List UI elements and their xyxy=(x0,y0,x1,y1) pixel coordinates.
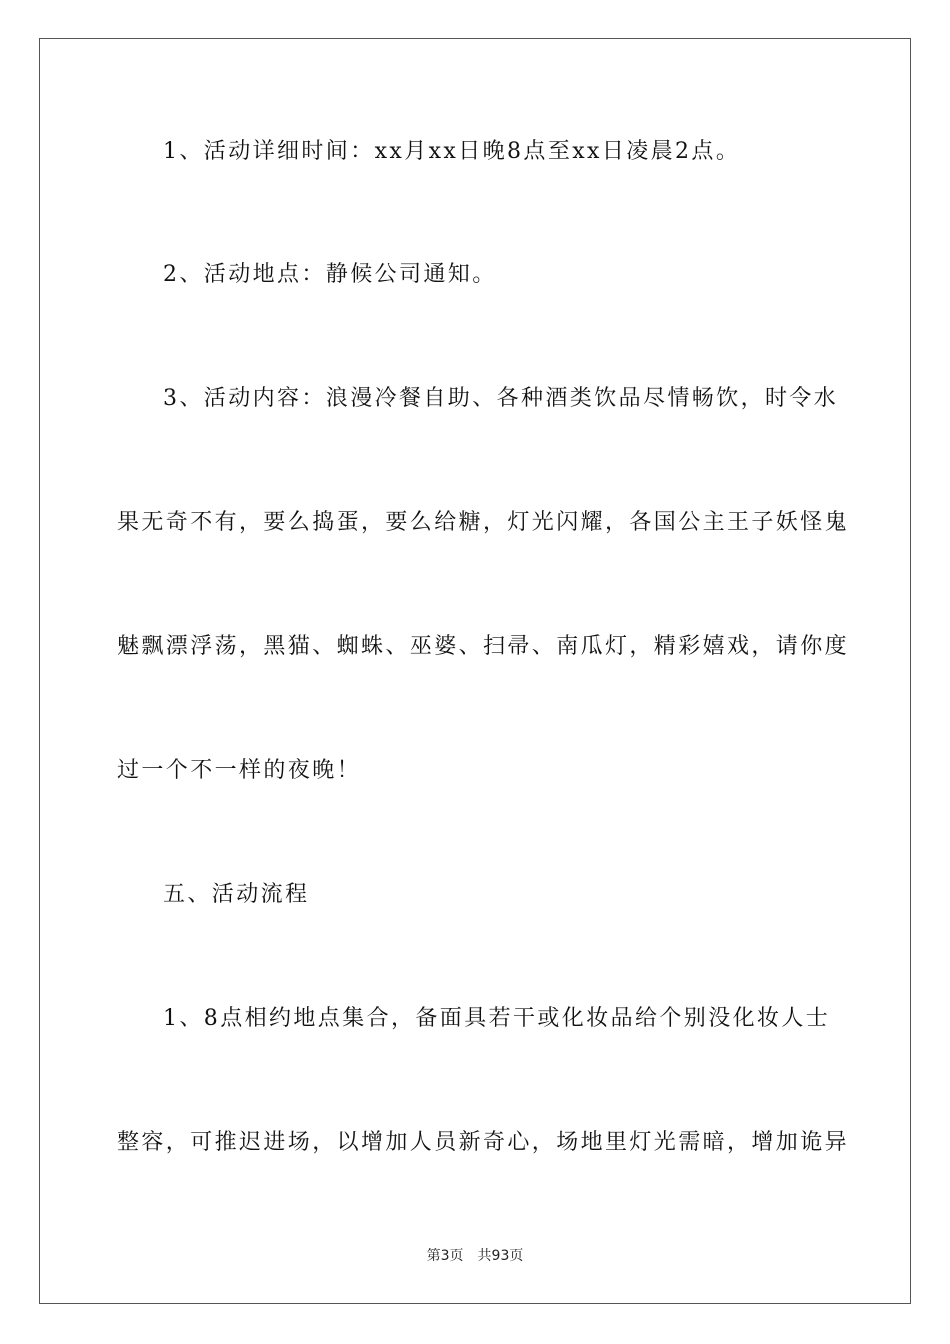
page-footer xyxy=(0,1247,950,1265)
page-frame xyxy=(39,38,911,1304)
total-pages: 共93页 xyxy=(477,1248,524,1264)
section-heading: 五、活动流程 xyxy=(163,882,310,907)
paragraph-line: 1、8点相约地点集合，备面具若干或化妆品给个别没化妆人士 xyxy=(163,1006,831,1031)
paragraph-line: 魅飘漂浮荡，黑猫、蜘蛛、巫婆、扫帚、南瓜灯，精彩嬉戏，请你度 xyxy=(117,634,850,659)
paragraph-line: 整容，可推迟进场，以增加人员新奇心，场地里灯光需暗，增加诡异 xyxy=(117,1130,850,1155)
paragraph-line: 2、活动地点：静候公司通知。 xyxy=(163,262,497,287)
paragraph-line: 过一个不一样的夜晚！ xyxy=(117,758,362,783)
paragraph-line: 1、活动详细时间：xx月xx日晚8点至xx日凌晨2点。 xyxy=(163,139,741,164)
paragraph-line: 3、活动内容：浪漫冷餐自助、各种酒类饮品尽情畅饮，时令水 xyxy=(163,386,839,411)
paragraph-line: 果无奇不有，要么捣蛋，要么给糖，灯光闪耀，各国公主王子妖怪鬼 xyxy=(117,510,850,535)
page-number: 第3页 xyxy=(426,1248,464,1264)
